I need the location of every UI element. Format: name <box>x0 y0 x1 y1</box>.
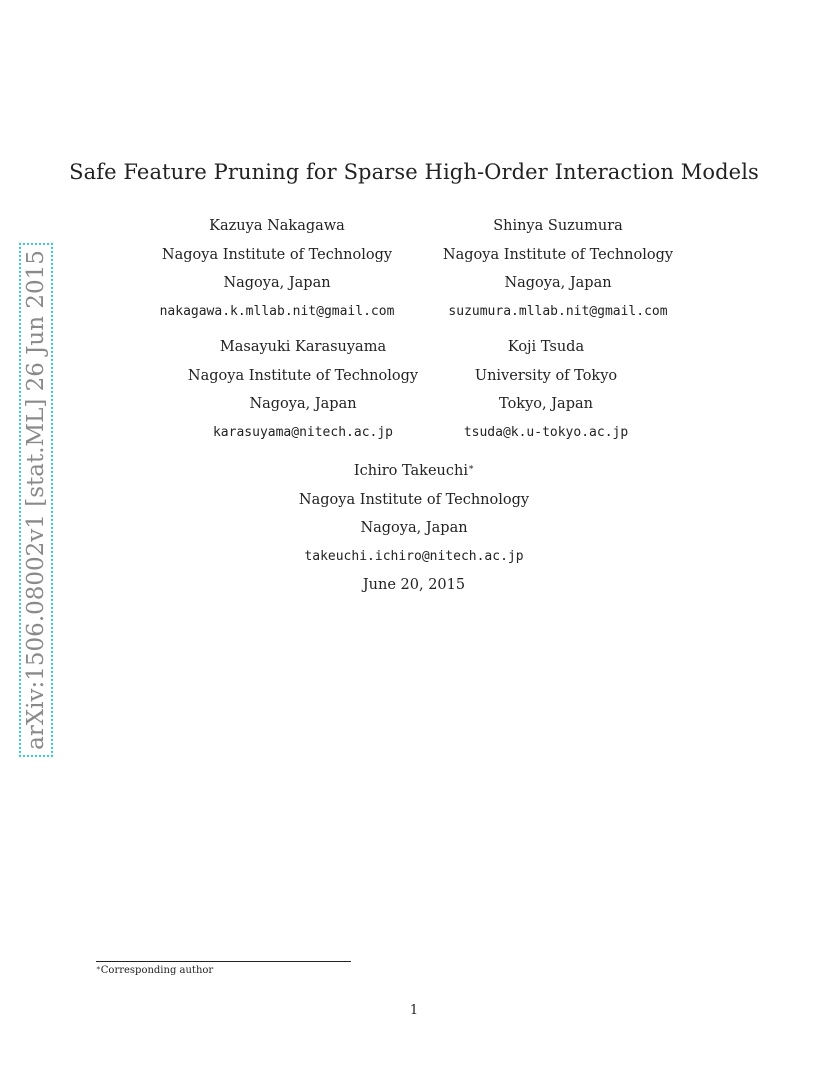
author-affiliation: Nagoya Institute of Technology <box>161 246 393 263</box>
author-location: Nagoya, Japan <box>504 275 612 291</box>
footnote-marker: ∗ <box>467 463 475 473</box>
author-name: Koji Tsuda <box>507 339 585 355</box>
author-email: tsuda@k.u-tokyo.ac.jp <box>463 424 629 440</box>
author-email: takeuchi.ichiro@nitech.ac.jp <box>304 548 524 564</box>
author-location: Nagoya, Japan <box>223 275 331 291</box>
author-email: nakagawa.k.mllab.nit@gmail.com <box>159 303 395 319</box>
author-location: Tokyo, Japan <box>499 396 593 412</box>
page-number: 1 <box>409 1003 419 1018</box>
author-block-5 <box>264 454 564 571</box>
author-name: Ichiro Takeuchi <box>353 463 468 479</box>
footnote-text: Corresponding author <box>100 965 214 976</box>
footnote-divider <box>96 961 351 962</box>
author-email: suzumura.mllab.nit@gmail.com <box>448 303 668 319</box>
author-name: Kazuya Nakagawa <box>209 218 345 234</box>
footnote <box>96 964 213 976</box>
author-block-2 <box>408 212 708 326</box>
author-block-1 <box>127 212 427 326</box>
author-location: Nagoya, Japan <box>360 520 468 536</box>
author-affiliation: University of Tokyo <box>474 367 618 384</box>
author-affiliation: Nagoya Institute of Technology <box>298 491 530 508</box>
author-affiliation: Nagoya Institute of Technology <box>187 367 419 384</box>
footnote-marker: ∗ <box>96 964 101 972</box>
author-email: karasuyama@nitech.ac.jp <box>212 424 393 440</box>
corresponding-author-name <box>264 454 564 486</box>
author-name: Shinya Suzumura <box>493 218 623 234</box>
author-name: Masayuki Karasuyama <box>219 339 387 355</box>
author-location: Nagoya, Japan <box>249 396 357 412</box>
paper-title: Safe Feature Pruning for Sparse High-Order Interaction Models <box>69 160 759 184</box>
author-block-4 <box>396 333 696 447</box>
paper-date: June 20, 2015 <box>362 577 466 593</box>
arxiv-identifier-stamp: arXiv:1506.08002v1 [stat.ML] 26 Jun 2015 <box>23 247 49 753</box>
author-affiliation: Nagoya Institute of Technology <box>442 246 674 263</box>
